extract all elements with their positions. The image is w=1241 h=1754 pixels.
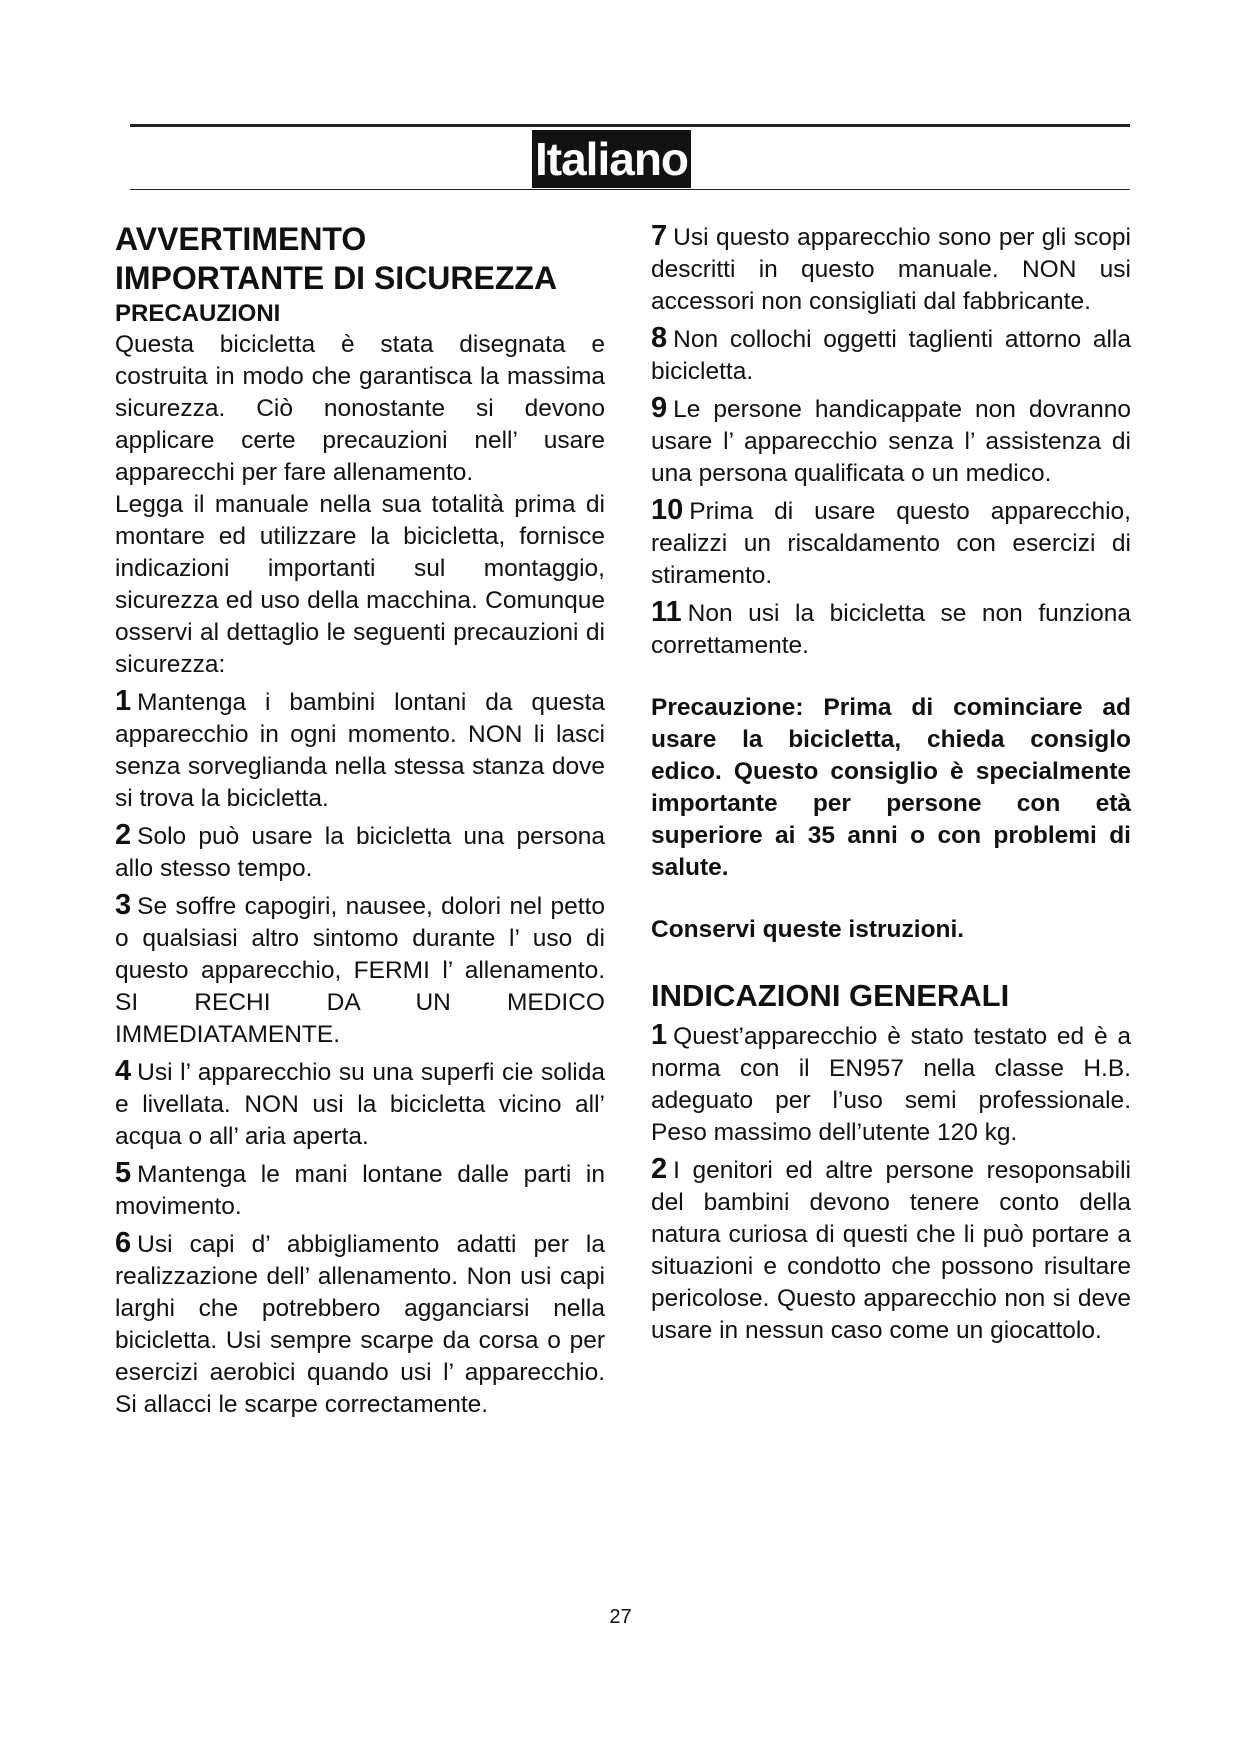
safety-title-line1: AVVERTIMENTO: [115, 221, 367, 257]
item-number: 8: [651, 322, 668, 354]
item-text: Non usi la bicicletta se non funziona correttamente.: [651, 600, 1131, 659]
item-number: 3: [115, 889, 132, 921]
list-item: [651, 392, 1131, 490]
spacer: [651, 884, 1131, 914]
item-number: 6: [115, 1227, 132, 1259]
item-number: 1: [651, 1019, 668, 1051]
precautions-subtitle: PRECAUZIONI: [115, 300, 281, 327]
list-item: [651, 1019, 1131, 1149]
caution-paragraph: Precauzione: Prima di cominciare ad usare la bicicletta, chieda consiglo edico. Questo consiglio è specialmente importante per persone con età superiore ai 35 anni o con problemi di salute.: [651, 694, 1131, 881]
list-item: [651, 596, 1131, 662]
header-rule-bottom: [130, 189, 1130, 190]
intro-paragraph-1: Questa bicicletta è stata disegnata e costruita in modo che garantisca la massima sicurezza. Ciò nonostante si devono applicare certe precauzioni nell’ usare apparecchi per fare allenamento.: [115, 331, 605, 486]
list-item: [651, 1153, 1131, 1347]
item-number: 7: [651, 220, 668, 252]
item-number: 2: [651, 1153, 668, 1185]
item-number: 11: [651, 596, 682, 628]
item-text: I genitori ed altre persone resoponsabili del bambini devono tenere conto della natura curiosa di questi che li può portare a situazioni e condotto che possono risultare pericolose. Questo apparecchio non si deve usare in nessun caso come un giocattolo.: [651, 1157, 1131, 1344]
general-title: INDICAZIONI GENERALI: [651, 978, 1010, 1013]
language-label: Italiano: [532, 130, 691, 188]
item-text: Quest’apparecchio è stato testato ed è a norma con il EN957 nella classe H.B. adeguato per l’uso semi professionale. Peso massimo dell’utente 120 kg.: [651, 1023, 1131, 1146]
item-text: Prima di usare questo apparecchio, realizzi un riscaldamento con esercizi di stiramento.: [651, 498, 1131, 589]
list-item: [115, 819, 605, 885]
list-item: [115, 1157, 605, 1223]
list-item: [651, 220, 1131, 318]
item-text: Solo può usare la bicicletta una persona allo stesso tempo.: [115, 823, 605, 882]
keep-instructions-note: Conservi queste istruzioni.: [651, 916, 965, 943]
spacer: [651, 946, 1131, 976]
list-item: [115, 889, 605, 1051]
list-item: [115, 1227, 605, 1421]
safety-title-line2: IMPORTANTE DI SICUREZZA: [115, 260, 558, 296]
list-item: [115, 1055, 605, 1153]
item-number: 4: [115, 1055, 132, 1087]
intro-paragraph-2: Legga il manuale nella sua totalità prima di montare ed utilizzare la bicicletta, fornisce indicazioni importanti sul montaggio, sicurezza ed uso della macchina. Comunque osservi al dettaglio le seguenti precauzioni di sicurezza:: [115, 491, 605, 678]
item-text: Usi capi d’ abbigliamento adatti per la realizzazione dell’ allenamento. Non usi capi larghi che potrebbero agganciarsi nella bicicletta. Usi sempre scarpe da corsa o per esercizi aerobici quando usi l’ apparecchio. Si allacci le scarpe correctamente.: [115, 1231, 605, 1418]
right-column: [651, 220, 1131, 1347]
item-text: Usi l’ apparecchio su una superfi cie solida e livellata. NON usi la bicicletta vicino all’ acqua o all’ aria aperta.: [115, 1059, 605, 1150]
item-text: Usi questo apparecchio sono per gli scopi descritti in questo manuale. NON usi accessori non consigliati dal fabbricante.: [651, 224, 1131, 315]
item-number: 2: [115, 819, 132, 851]
item-number: 5: [115, 1157, 132, 1189]
item-number: 9: [651, 392, 668, 424]
item-text: Mantenga i bambini lontani da questa apparecchio in ogni momento. NON li lasci senza sorveglianda nella stessa stanza dove si trova la bicicletta.: [115, 689, 605, 812]
header-rule-top: [130, 124, 1130, 127]
item-text: Se soffre capogiri, nausee, dolori nel petto o qualsiasi altro sintomo durante l’ uso di questo apparecchio, FERMI l’ allenamento. SI RECHI DA UN MEDICO IMMEDIATAMENTE.: [115, 893, 605, 1048]
list-item: [651, 322, 1131, 388]
item-number: 10: [651, 494, 684, 526]
item-text: Le persone handicappate non dovranno usare l’ apparecchio senza l’ assistenza di una persona qualificata o un medico.: [651, 396, 1131, 487]
item-text: Non collochi oggetti taglienti attorno alla bicicletta.: [651, 326, 1131, 385]
item-text: Mantenga le mani lontane dalle parti in movimento.: [115, 1161, 605, 1220]
page-number: 27: [609, 1606, 632, 1628]
left-column: [115, 220, 605, 1421]
item-number: 1: [115, 685, 132, 717]
list-item: [115, 685, 605, 815]
list-item: [651, 494, 1131, 592]
spacer: [651, 662, 1131, 692]
